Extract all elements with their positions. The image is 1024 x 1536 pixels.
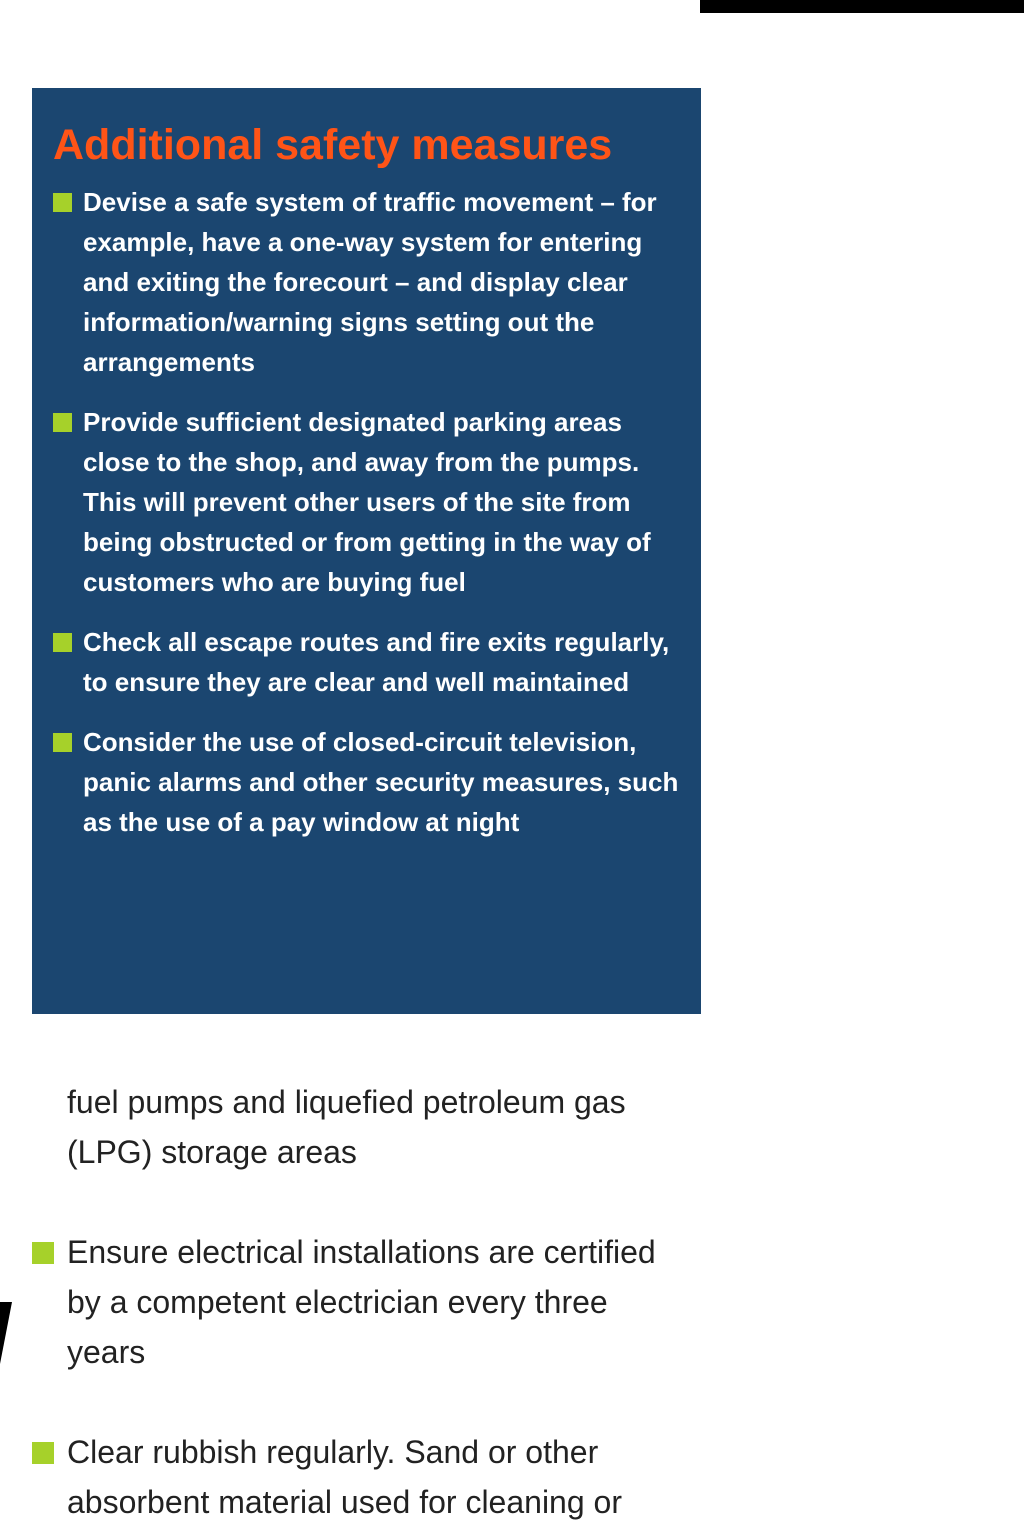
list-item-text: Clear rubbish regularly. Sand or other absorbent material used for cleaning or [67,1434,622,1520]
list-item-text: Devise a safe system of traffic movement – for example, have a one-way system for entering and exiting the forecourt – and display clear information/warning signs setting out the arrangements [83,187,657,377]
body-list-item [32,1427,692,1527]
list-item [53,622,679,702]
list-item-text: Provide sufficient designated parking areas close to the shop, and away from the pumps. This will prevent other users of the site from being obstructed or from getting in the way of customers who are buying fuel [83,407,651,597]
list-item-text: Consider the use of closed-circuit television, panic alarms and other security measures, such as the use of a pay window at night [83,727,679,837]
panel-title: Additional safety measures [53,121,613,169]
list-item [53,722,679,842]
list-item [53,402,679,602]
list-item [53,182,679,382]
square-bullet-icon [53,193,72,212]
safety-measures-panel [32,88,701,1014]
list-item-text: Check all escape routes and fire exits regularly, to ensure they are clear and well maintained [83,627,670,697]
square-bullet-icon [53,413,72,432]
list-item-text: Ensure electrical installations are certified by a competent electrician every three years [67,1234,656,1370]
page-edge-mark [0,1302,12,1364]
safety-measures-list [53,182,679,842]
square-bullet-icon [32,1442,54,1464]
body-list-item [32,1227,692,1377]
continued-paragraph: fuel pumps and liquefied petroleum gas (LPG) storage areas [67,1084,626,1170]
list-item [32,1227,692,1377]
square-bullet-icon [53,733,72,752]
square-bullet-icon [32,1242,54,1264]
square-bullet-icon [53,633,72,652]
body-text-continued [32,1077,692,1177]
top-decorative-bar [700,0,1024,13]
list-item [32,1427,692,1527]
